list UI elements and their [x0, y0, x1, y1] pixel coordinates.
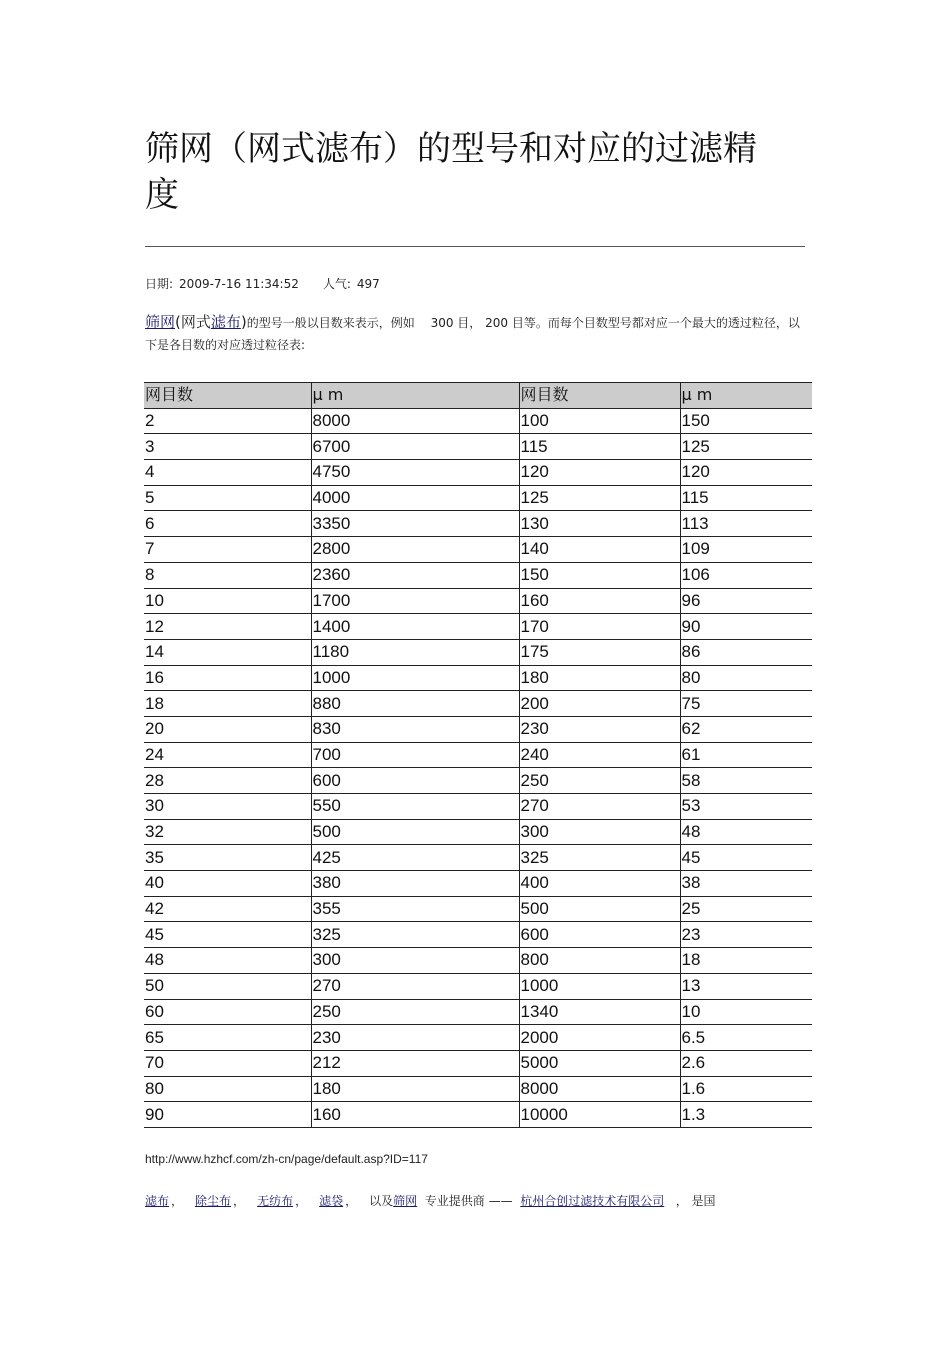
cell-micron-2: 45 — [680, 845, 812, 871]
table-row — [144, 999, 812, 1025]
cell-micron-1: 1700 — [311, 588, 519, 614]
cell-micron-1: 4750 — [311, 460, 519, 486]
cell-micron-1: 4000 — [311, 485, 519, 511]
table-row — [144, 639, 812, 665]
cell-mesh-1: 14 — [144, 639, 311, 665]
header-mesh-1: 网目数 — [144, 383, 311, 409]
table-row — [144, 434, 812, 460]
footer-sep: ， — [233, 1194, 246, 1208]
cell-micron-1: 1000 — [311, 665, 519, 691]
header-micron-1: μ m — [311, 383, 519, 409]
table-row — [144, 1025, 812, 1051]
cell-mesh-2: 10000 — [519, 1102, 680, 1128]
table-row — [144, 973, 812, 999]
cell-mesh-1: 80 — [144, 1076, 311, 1102]
cell-micron-2: 80 — [680, 665, 812, 691]
footer-link-nonwoven[interactable]: 无纺布 — [257, 1194, 294, 1208]
cell-micron-1: 550 — [311, 794, 519, 820]
cell-micron-1: 8000 — [311, 408, 519, 434]
cell-micron-1: 250 — [311, 999, 519, 1025]
cell-mesh-1: 60 — [144, 999, 311, 1025]
footer-company-link[interactable]: 杭州合创过滤技术有限公司 — [520, 1194, 665, 1208]
cell-micron-1: 2360 — [311, 562, 519, 588]
table-row — [144, 871, 812, 897]
footer-tail: ， 是国 — [675, 1194, 716, 1208]
cell-micron-2: 25 — [680, 896, 812, 922]
cell-micron-2: 38 — [680, 871, 812, 897]
cell-mesh-1: 10 — [144, 588, 311, 614]
cell-micron-2: 1.3 — [680, 1102, 812, 1128]
cell-micron-1: 230 — [311, 1025, 519, 1051]
cell-mesh-2: 800 — [519, 948, 680, 974]
table-row — [144, 665, 812, 691]
cell-micron-2: 90 — [680, 614, 812, 640]
table-row — [144, 1102, 812, 1128]
cell-micron-2: 6.5 — [680, 1025, 812, 1051]
mesh-table — [144, 382, 812, 1128]
cell-mesh-1: 3 — [144, 434, 311, 460]
cell-micron-2: 18 — [680, 948, 812, 974]
cell-micron-1: 180 — [311, 1076, 519, 1102]
cell-mesh-1: 50 — [144, 973, 311, 999]
cell-micron-2: 62 — [680, 716, 812, 742]
cell-micron-2: 75 — [680, 691, 812, 717]
cell-micron-1: 212 — [311, 1050, 519, 1076]
table-row — [144, 511, 812, 537]
table-row — [144, 896, 812, 922]
cell-micron-2: 120 — [680, 460, 812, 486]
table-row — [144, 845, 812, 871]
cell-mesh-2: 160 — [519, 588, 680, 614]
cell-micron-2: 23 — [680, 922, 812, 948]
cell-mesh-1: 90 — [144, 1102, 311, 1128]
cell-micron-2: 61 — [680, 742, 812, 768]
source-url: http://www.hzhcf.com/zh-cn/page/default.asp?ID=117 — [145, 1152, 428, 1166]
cell-mesh-1: 18 — [144, 691, 311, 717]
intro-paren-open: (网式 — [175, 313, 211, 331]
views-label: 人气: — [322, 277, 351, 291]
cell-micron-1: 355 — [311, 896, 519, 922]
footer-sep: ， — [171, 1194, 184, 1208]
cell-mesh-1: 2 — [144, 408, 311, 434]
cell-mesh-2: 100 — [519, 408, 680, 434]
cell-mesh-2: 120 — [519, 460, 680, 486]
cell-mesh-2: 230 — [519, 716, 680, 742]
footer-and-text: 以及 — [369, 1194, 394, 1208]
cell-mesh-2: 200 — [519, 691, 680, 717]
cell-mesh-2: 2000 — [519, 1025, 680, 1051]
cell-mesh-2: 500 — [519, 896, 680, 922]
table-row — [144, 1050, 812, 1076]
cell-mesh-1: 42 — [144, 896, 311, 922]
article-meta — [145, 275, 386, 292]
cell-mesh-2: 400 — [519, 871, 680, 897]
cell-mesh-2: 170 — [519, 614, 680, 640]
cell-micron-1: 160 — [311, 1102, 519, 1128]
cell-micron-2: 150 — [680, 408, 812, 434]
header-micron-2: μ m — [680, 383, 812, 409]
filter-cloth-link[interactable]: 滤布 — [210, 313, 241, 331]
cell-mesh-2: 130 — [519, 511, 680, 537]
cell-mesh-1: 48 — [144, 948, 311, 974]
cell-mesh-1: 5 — [144, 485, 311, 511]
table-row — [144, 537, 812, 563]
cell-micron-1: 300 — [311, 948, 519, 974]
footer-sep: ， — [345, 1194, 358, 1208]
cell-micron-1: 380 — [311, 871, 519, 897]
cell-mesh-2: 8000 — [519, 1076, 680, 1102]
cell-mesh-1: 12 — [144, 614, 311, 640]
table-row — [144, 460, 812, 486]
cell-mesh-1: 45 — [144, 922, 311, 948]
cell-mesh-1: 65 — [144, 1025, 311, 1051]
footer-link-sieve[interactable]: 筛网 — [393, 1194, 418, 1208]
table-row — [144, 742, 812, 768]
cell-micron-1: 6700 — [311, 434, 519, 460]
table-row — [144, 691, 812, 717]
cell-mesh-1: 16 — [144, 665, 311, 691]
cell-micron-2: 125 — [680, 434, 812, 460]
cell-mesh-1: 30 — [144, 794, 311, 820]
sieve-link[interactable]: 筛网 — [145, 313, 176, 331]
cell-mesh-2: 325 — [519, 845, 680, 871]
cell-mesh-1: 24 — [144, 742, 311, 768]
footer-sep: ， — [295, 1194, 308, 1208]
table-row — [144, 562, 812, 588]
cell-mesh-2: 125 — [519, 485, 680, 511]
table-row — [144, 614, 812, 640]
cell-micron-1: 325 — [311, 922, 519, 948]
cell-micron-2: 10 — [680, 999, 812, 1025]
cell-micron-2: 109 — [680, 537, 812, 563]
date-value: 2009-7-16 11:34:52 — [179, 277, 299, 291]
cell-mesh-2: 5000 — [519, 1050, 680, 1076]
cell-micron-2: 2.6 — [680, 1050, 812, 1076]
cell-mesh-2: 300 — [519, 819, 680, 845]
cell-mesh-2: 600 — [519, 922, 680, 948]
cell-micron-2: 48 — [680, 819, 812, 845]
table-row — [144, 716, 812, 742]
cell-micron-2: 53 — [680, 794, 812, 820]
cell-micron-1: 500 — [311, 819, 519, 845]
table-row — [144, 588, 812, 614]
cell-mesh-2: 1340 — [519, 999, 680, 1025]
table-header-row — [144, 383, 812, 409]
cell-mesh-1: 35 — [144, 845, 311, 871]
cell-mesh-1: 20 — [144, 716, 311, 742]
cell-mesh-2: 175 — [519, 639, 680, 665]
table-row — [144, 768, 812, 794]
footer-link-filter-cloth[interactable]: 滤布 — [145, 1194, 170, 1208]
table-row — [144, 1076, 812, 1102]
cell-micron-2: 96 — [680, 588, 812, 614]
cell-micron-2: 115 — [680, 485, 812, 511]
cell-mesh-1: 28 — [144, 768, 311, 794]
cell-mesh-1: 70 — [144, 1050, 311, 1076]
cell-mesh-2: 1000 — [519, 973, 680, 999]
table-row — [144, 922, 812, 948]
cell-micron-1: 2800 — [311, 537, 519, 563]
table-row — [144, 485, 812, 511]
views-value: 497 — [356, 277, 380, 291]
date-label: 日期: — [145, 277, 174, 291]
cell-micron-2: 58 — [680, 768, 812, 794]
footer-provider-text: 专业提供商 —— — [424, 1194, 513, 1208]
title-divider — [145, 246, 805, 247]
footer-line — [145, 1192, 815, 1209]
cell-micron-1: 425 — [311, 845, 519, 871]
cell-micron-2: 113 — [680, 511, 812, 537]
intro-paren-close: ) — [240, 313, 247, 331]
cell-micron-1: 3350 — [311, 511, 519, 537]
cell-mesh-2: 180 — [519, 665, 680, 691]
footer-link-dust-cloth[interactable]: 除尘布 — [195, 1194, 232, 1208]
cell-micron-2: 13 — [680, 973, 812, 999]
cell-mesh-2: 140 — [519, 537, 680, 563]
cell-micron-1: 1400 — [311, 614, 519, 640]
cell-micron-2: 1.6 — [680, 1076, 812, 1102]
cell-micron-1: 600 — [311, 768, 519, 794]
header-mesh-2: 网目数 — [519, 383, 680, 409]
cell-mesh-1: 32 — [144, 819, 311, 845]
table-row — [144, 794, 812, 820]
intro-paragraph — [145, 311, 810, 356]
table-row — [144, 819, 812, 845]
page-title: 筛网（网式滤布）的型号和对应的过滤精度 — [145, 129, 757, 215]
cell-micron-1: 830 — [311, 716, 519, 742]
intro-text: 的型号一般以目数来表示，例如 300 目， 200 目等。而每个目数型号都对应一个最大的透过粒径，以下是各目数的对应透过粒径表: — [145, 316, 800, 352]
cell-micron-1: 270 — [311, 973, 519, 999]
table-row — [144, 948, 812, 974]
cell-mesh-1: 8 — [144, 562, 311, 588]
cell-mesh-1: 4 — [144, 460, 311, 486]
cell-mesh-1: 7 — [144, 537, 311, 563]
cell-micron-2: 86 — [680, 639, 812, 665]
cell-micron-2: 106 — [680, 562, 812, 588]
cell-mesh-2: 270 — [519, 794, 680, 820]
cell-micron-1: 880 — [311, 691, 519, 717]
cell-micron-1: 1180 — [311, 639, 519, 665]
table-row — [144, 408, 812, 434]
cell-micron-1: 700 — [311, 742, 519, 768]
cell-mesh-1: 40 — [144, 871, 311, 897]
cell-mesh-2: 150 — [519, 562, 680, 588]
cell-mesh-1: 6 — [144, 511, 311, 537]
cell-mesh-2: 115 — [519, 434, 680, 460]
cell-mesh-2: 240 — [519, 742, 680, 768]
footer-link-filter-bag[interactable]: 滤袋 — [319, 1194, 344, 1208]
cell-mesh-2: 250 — [519, 768, 680, 794]
